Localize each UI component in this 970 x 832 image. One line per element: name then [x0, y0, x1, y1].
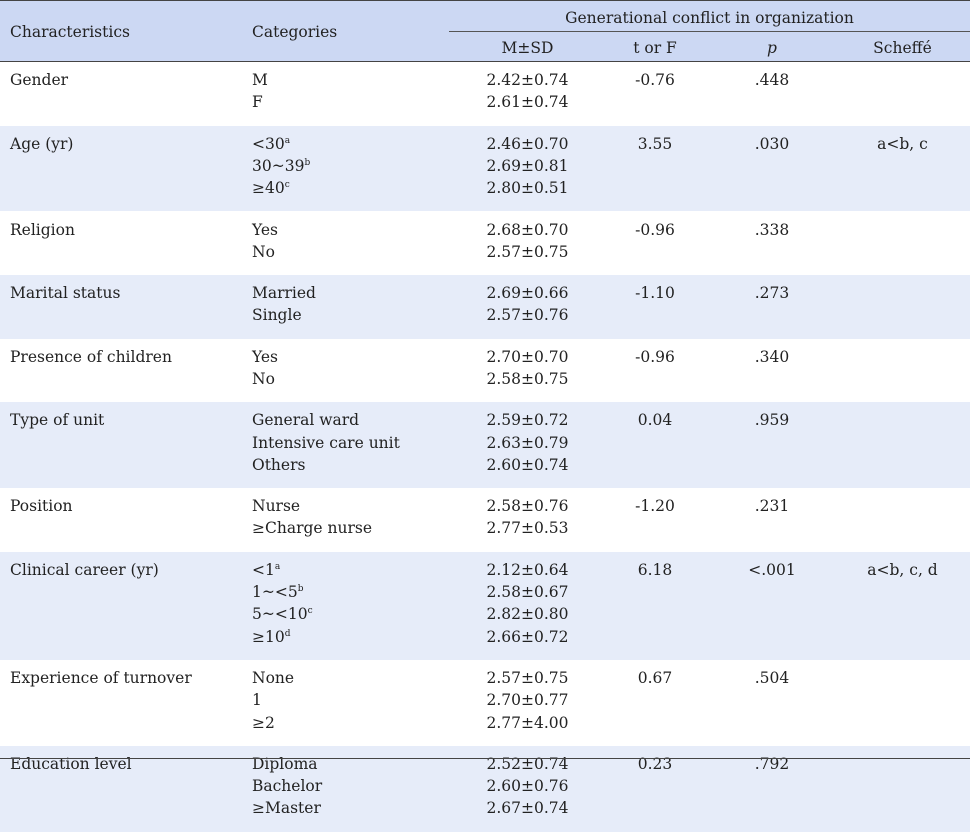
categories-cell [252, 346, 278, 391]
msd-value: 2.68±0.70 [486, 220, 569, 239]
characteristic-cell: Gender [10, 71, 69, 89]
scheffe-cell: a<b, c, d [867, 560, 938, 579]
category-item [252, 712, 294, 734]
msd-value: 2.57±0.75 [486, 669, 569, 687]
table-row [0, 488, 970, 552]
table-row [0, 126, 970, 212]
table-row [0, 275, 970, 339]
category-superscript: a [284, 135, 291, 146]
category-item [252, 409, 400, 431]
table-row [0, 339, 970, 403]
category-item [252, 241, 278, 263]
characteristic-cell: Age (yr) [10, 134, 74, 153]
msd-value: 2.77±4.00 [486, 713, 569, 732]
categories-cell [252, 282, 316, 327]
category-superscript: a [274, 561, 281, 572]
msd-cell [450, 559, 605, 648]
category-item [252, 177, 310, 199]
category-label: ≥Master [252, 799, 321, 818]
category-label: <1 [252, 560, 275, 579]
msd-value: 2.60±0.76 [486, 777, 569, 796]
category-item [252, 133, 310, 155]
category-label: Bachelor [252, 777, 323, 796]
t-or-f-cell: 0.04 [637, 411, 673, 430]
category-label: Single [252, 306, 302, 325]
table-row [0, 212, 970, 276]
characteristic-cell: Education level [10, 754, 132, 773]
msd-value: 2.80±0.51 [486, 179, 569, 198]
characteristic-cell: Clinical career (yr) [10, 560, 159, 579]
table-row [0, 552, 970, 660]
p-value-cell: .030 [754, 134, 790, 153]
category-superscript: b [297, 584, 304, 595]
msd-cell [450, 667, 605, 734]
msd-value: 2.69±0.66 [486, 284, 569, 303]
category-label: 1 [252, 691, 262, 710]
msd-cell [450, 219, 605, 264]
category-item [252, 304, 316, 326]
category-item [252, 432, 400, 454]
category-superscript: c [284, 180, 290, 191]
p-value-cell: <.001 [748, 560, 796, 579]
category-label: Yes [252, 220, 279, 239]
msd-value: 2.61±0.74 [486, 93, 569, 112]
categories-cell [252, 409, 400, 476]
t-or-f-cell: -1.10 [635, 284, 675, 303]
t-or-f-cell: -1.20 [635, 497, 675, 516]
header-characteristics: Characteristics [10, 23, 130, 41]
p-value-cell: .338 [754, 220, 790, 239]
category-item [252, 667, 294, 689]
p-value-cell: .231 [754, 497, 790, 516]
header-categories: Categories [252, 23, 338, 41]
category-superscript: b [304, 157, 311, 168]
category-item [252, 775, 322, 797]
categories-cell [252, 69, 268, 114]
t-or-f-cell: -0.76 [635, 71, 675, 89]
category-item [252, 517, 372, 539]
category-item [252, 603, 313, 625]
msd-value: 2.52±0.74 [486, 754, 569, 773]
table-row [0, 402, 970, 488]
msd-cell [450, 69, 605, 114]
msd-value: 2.66±0.72 [486, 627, 569, 646]
p-value-cell: .340 [754, 347, 790, 366]
category-label: General ward [252, 411, 360, 430]
category-label: Nurse [252, 497, 301, 516]
table-bottom-rule [0, 758, 970, 759]
msd-value: 2.63±0.79 [486, 433, 569, 452]
p-value-cell: .448 [754, 71, 790, 89]
categories-cell [252, 219, 278, 264]
table-header [0, 0, 970, 62]
characteristic-cell: Religion [10, 220, 75, 239]
category-label: <30 [252, 134, 285, 153]
header-msd: M±SD [501, 39, 554, 57]
category-label: ≥10 [252, 627, 285, 646]
t-or-f-cell: -0.96 [635, 220, 675, 239]
table-row [0, 62, 970, 126]
t-or-f-cell: 0.23 [637, 754, 673, 773]
category-label: ≥Charge nurse [252, 519, 373, 538]
msd-value: 2.67±0.74 [486, 799, 569, 818]
msd-value: 2.59±0.72 [486, 411, 569, 430]
categories-cell [252, 559, 313, 648]
category-label: Diploma [252, 754, 318, 773]
category-item [252, 689, 294, 711]
header-group: Generational conflict in organization [565, 9, 854, 27]
msd-cell [450, 346, 605, 391]
msd-value: 2.82±0.80 [486, 605, 569, 624]
characteristic-cell: Type of unit [10, 411, 105, 430]
category-label: None [252, 669, 295, 687]
category-label: 30~39 [252, 156, 305, 175]
msd-value: 2.77±0.53 [486, 519, 569, 538]
category-item [252, 581, 313, 603]
msd-value: 2.46±0.70 [486, 134, 569, 153]
category-item [252, 282, 316, 304]
msd-value: 2.70±0.77 [486, 691, 569, 710]
t-or-f-cell: -0.96 [635, 347, 675, 366]
msd-cell [450, 133, 605, 200]
header-t-or-f: t or F [633, 39, 677, 57]
table-row [0, 660, 970, 746]
category-label: No [252, 242, 275, 261]
category-item [252, 626, 313, 648]
msd-cell [450, 282, 605, 327]
msd-cell [450, 495, 605, 540]
category-item [252, 69, 268, 91]
category-label: ≥2 [252, 713, 275, 732]
category-item [252, 155, 310, 177]
category-item [252, 91, 268, 113]
p-value-cell: .273 [754, 284, 790, 303]
msd-value: 2.58±0.67 [486, 583, 569, 602]
characteristic-cell: Presence of children [10, 347, 172, 366]
p-value-cell: .792 [754, 754, 790, 773]
category-superscript: c [307, 606, 313, 617]
p-value-cell: .959 [754, 411, 790, 430]
msd-cell [450, 409, 605, 476]
categories-cell [252, 667, 294, 734]
category-item [252, 368, 278, 390]
category-item [252, 559, 313, 581]
characteristic-cell: Position [10, 497, 73, 516]
category-item [252, 797, 322, 819]
header-divider [449, 31, 970, 32]
category-label: Others [252, 455, 306, 474]
scheffe-cell: a<b, c [877, 134, 928, 153]
msd-value: 2.58±0.76 [486, 497, 569, 516]
msd-value: 2.42±0.74 [486, 71, 569, 89]
p-value-cell: .504 [754, 669, 790, 687]
category-label: Married [252, 284, 316, 303]
header-scheffe: Scheffé [873, 39, 932, 57]
category-label: M [252, 71, 268, 89]
category-label: Intensive care unit [252, 433, 400, 452]
category-label: 5~<10 [252, 605, 308, 624]
category-label: No [252, 369, 275, 388]
t-or-f-cell: 3.55 [637, 134, 673, 153]
category-label: Yes [252, 347, 279, 366]
msd-value: 2.57±0.76 [486, 306, 569, 325]
categories-cell [252, 133, 310, 200]
msd-value: 2.57±0.75 [486, 242, 569, 261]
characteristic-cell: Experience of turnover [10, 669, 192, 687]
t-or-f-cell: 6.18 [637, 560, 673, 579]
category-label: F [252, 93, 263, 112]
msd-value: 2.12±0.64 [486, 560, 569, 579]
category-item [252, 454, 400, 476]
category-item [252, 346, 278, 368]
category-label: ≥40 [252, 179, 285, 198]
category-label: 1~<5 [252, 583, 298, 602]
category-item [252, 495, 372, 517]
category-item [252, 753, 322, 775]
characteristic-cell: Marital status [10, 284, 121, 303]
category-superscript: d [284, 628, 291, 639]
categories-cell [252, 495, 372, 540]
category-item [252, 219, 278, 241]
msd-value: 2.60±0.74 [486, 455, 569, 474]
msd-value: 2.69±0.81 [486, 156, 569, 175]
msd-value: 2.70±0.70 [486, 347, 569, 366]
msd-value: 2.58±0.75 [486, 369, 569, 388]
header-p: p [767, 39, 777, 57]
t-or-f-cell: 0.67 [637, 669, 673, 687]
